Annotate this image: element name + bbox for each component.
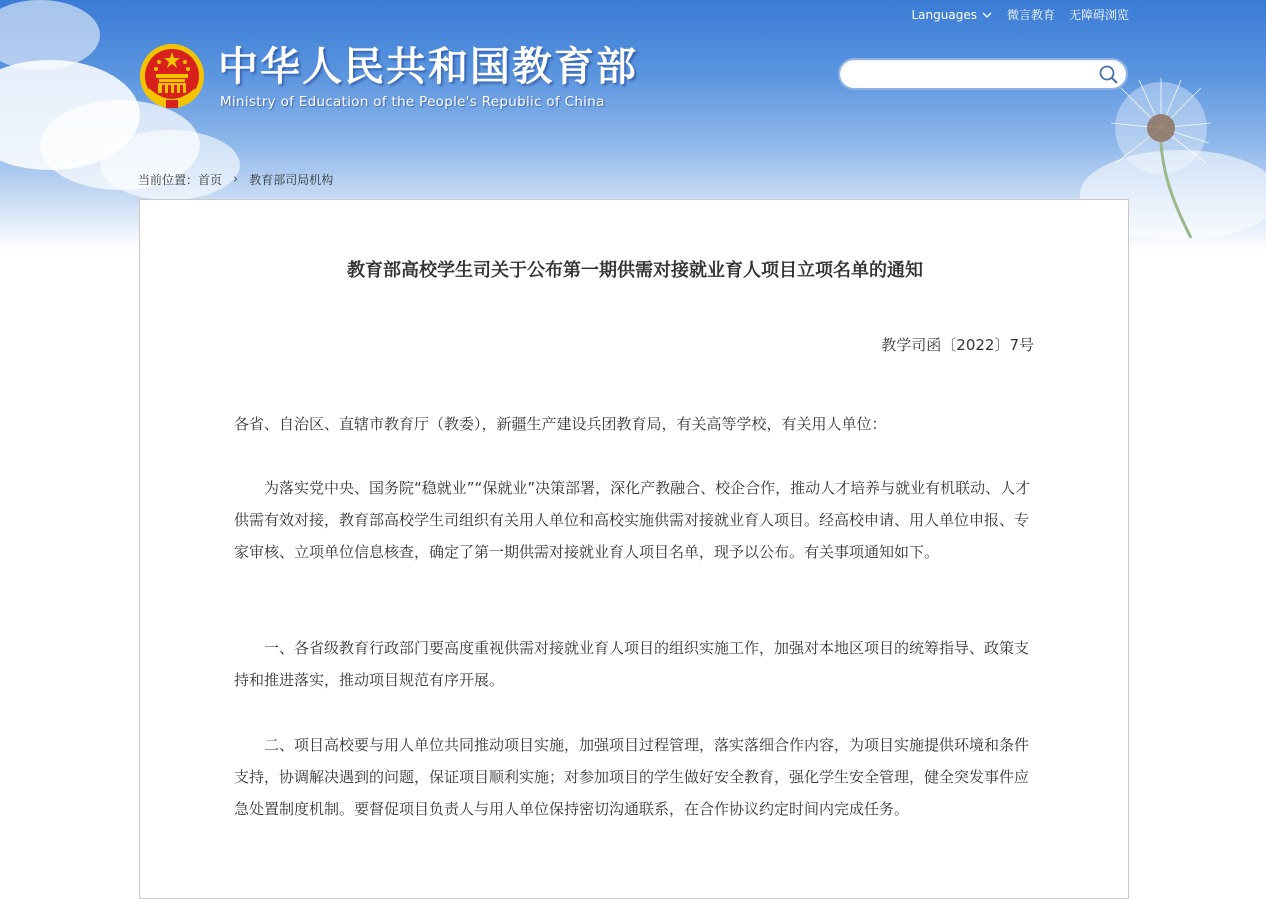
ministry-title-en: Ministry of Education of the People's Republic of China	[220, 94, 605, 110]
breadcrumb	[138, 171, 333, 188]
national-emblem-logo[interactable]	[138, 42, 206, 112]
paragraph-text: 一、各省级教育行政部门要高度重视供需对接就业育人项目的组织实施工作，加强对本地区项目的统筹指导、政策支持和推进落实，推动项目规范有序开展。	[234, 639, 1030, 689]
article-paragraph-1	[234, 472, 1036, 568]
article-title: 教育部高校学生司关于公布第一期供需对接就业育人项目立项名单的通知	[347, 260, 923, 281]
chevron-down-icon	[981, 9, 993, 21]
breadcrumb-prefix: 当前位置：	[138, 173, 199, 187]
languages-label: Languages	[911, 7, 977, 22]
nav-weiyan-link[interactable]: 微言教育	[1006, 8, 1055, 22]
nav-accessibility-link[interactable]: 无障碍浏览	[1068, 8, 1129, 22]
cloud-decoration	[100, 130, 240, 200]
paragraph-text: 二、项目高校要与用人单位共同推动项目实施，加强项目过程管理，落实落细合作内容，为项目实施提供环境和条件支持，协调解决遇到的问题，保证项目顺利实施；对参加项目的学生做好安全教育，强化学生安全管理，健全突发事件应急处置制度机制。要督促项目负责人与用人单位保持密切沟通联系，在合作协议约定时间内完成任务。	[234, 736, 1030, 818]
article-paragraph-2	[234, 632, 1036, 696]
breadcrumb-home-link[interactable]: 首页	[198, 173, 223, 187]
search-input[interactable]	[854, 60, 1098, 90]
search-icon[interactable]	[1098, 64, 1120, 86]
cloud-decoration	[0, 0, 100, 70]
article-container	[139, 199, 1129, 899]
ministry-title-cn: 中华人民共和国教育部	[218, 44, 638, 90]
article-salutation	[234, 408, 1036, 440]
paragraph-text: 为落实党中央、国务院“稳就业”“保就业”决策部署，深化产教融合、校企合作，推动人才培养与就业有机联动、人才供需有效对接，教育部高校学生司组织有关用人单位和高校实施供需对接就业育人项目。经高校申请、用人单位申报、专家审核、立项单位信息核查，确定了第一期供需对接就业育人项目名单，现予以公布。有关事项通知如下。	[234, 479, 1031, 561]
salutation-text: 各省、自治区、直辖市教育厅（教委），新疆生产建设兵团教育局，有关高等学校，有关用人单位：	[234, 415, 887, 433]
breadcrumb-current-link[interactable]: 教育部司局机构	[249, 173, 334, 187]
top-nav	[911, 6, 1129, 23]
languages-menu[interactable]	[911, 8, 992, 22]
document-number: 教学司函〔2022〕7号	[881, 336, 1034, 354]
search-box	[838, 58, 1128, 90]
chevron-right-icon: ›	[233, 172, 239, 187]
article-paragraph-3	[234, 729, 1036, 825]
